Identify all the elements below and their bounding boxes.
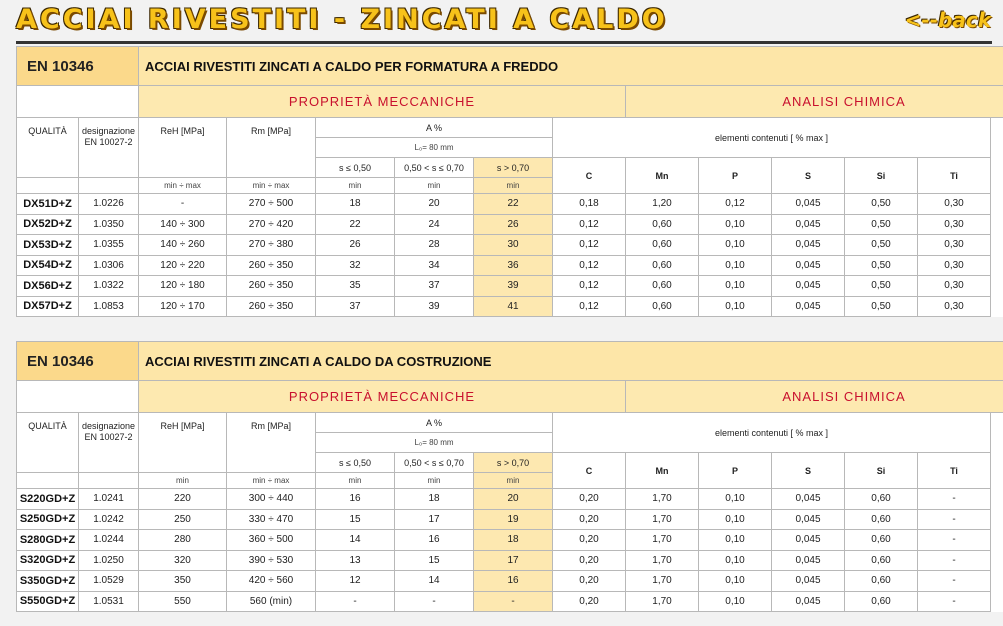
- unit-empty: [79, 473, 139, 489]
- element-s-value: 0,045: [772, 255, 845, 276]
- section-analisi-chimica: ANALISI CHIMICA: [626, 86, 1003, 118]
- rm-value: 260 ÷ 350: [227, 276, 316, 297]
- designazione-value: 1.0242: [79, 509, 139, 530]
- col-element-p: P: [699, 158, 772, 194]
- element-si-value: 0,50: [845, 255, 918, 276]
- element-si-value: 0,60: [845, 530, 918, 551]
- element-p-value: 0,10: [699, 591, 772, 612]
- table-row: [17, 509, 1003, 530]
- rm-value: 360 ÷ 500: [227, 530, 316, 551]
- element-c-value: 0,12: [553, 255, 626, 276]
- designazione-value: 1.0226: [79, 194, 139, 215]
- element-mn-value: 0,60: [626, 296, 699, 317]
- element-ti-value: 0,30: [918, 235, 991, 256]
- a1-value: 22: [316, 214, 395, 235]
- element-p-value: 0,10: [699, 489, 772, 510]
- element-s-value: 0,045: [772, 235, 845, 256]
- col-element-c: C: [553, 453, 626, 489]
- grade-name: S320GD+Z: [17, 550, 79, 571]
- a2-value: 24: [395, 214, 474, 235]
- rm-value: 270 ÷ 420: [227, 214, 316, 235]
- a1-value: 15: [316, 509, 395, 530]
- element-p-value: 0,10: [699, 214, 772, 235]
- designazione-value: 1.0322: [79, 276, 139, 297]
- unit-a3: min: [474, 178, 553, 194]
- element-s-value: 0,045: [772, 530, 845, 551]
- element-ti-value: -: [918, 489, 991, 510]
- element-si-value: 0,60: [845, 509, 918, 530]
- rm-value: 270 ÷ 380: [227, 235, 316, 256]
- unit-a1: min: [316, 473, 395, 489]
- element-c-value: 0,12: [553, 276, 626, 297]
- element-s-value: 0,045: [772, 276, 845, 297]
- a1-value: 13: [316, 550, 395, 571]
- grade-name: DX57D+Z: [17, 296, 79, 317]
- element-c-value: 0,20: [553, 509, 626, 530]
- element-c-value: 0,20: [553, 571, 626, 592]
- designazione-value: 1.0355: [79, 235, 139, 256]
- norm-code: EN 10346: [17, 342, 139, 381]
- col-rm: Rm [MPa]: [227, 413, 316, 473]
- table-row: [17, 255, 1003, 276]
- col-s3: s > 0,70: [474, 453, 553, 473]
- element-mn-value: 1,70: [626, 550, 699, 571]
- element-mn-value: 1,20: [626, 194, 699, 215]
- designazione-value: 1.0531: [79, 591, 139, 612]
- reh-value: 120 ÷ 180: [139, 276, 227, 297]
- element-s-value: 0,045: [772, 509, 845, 530]
- unit-rm: min ÷ max: [227, 473, 316, 489]
- a3-value: 20: [474, 489, 553, 510]
- col-reh: ReH [MPa]: [139, 413, 227, 473]
- grade-name: DX54D+Z: [17, 255, 79, 276]
- designazione-value: 1.0241: [79, 489, 139, 510]
- col-s1: s ≤ 0,50: [316, 158, 395, 178]
- designazione-value: 1.0244: [79, 530, 139, 551]
- element-ti-value: -: [918, 509, 991, 530]
- col-element-mn: Mn: [626, 453, 699, 489]
- element-c-value: 0,20: [553, 550, 626, 571]
- table-row: [17, 550, 1003, 571]
- reh-value: 140 ÷ 260: [139, 235, 227, 256]
- element-p-value: 0,10: [699, 571, 772, 592]
- element-p-value: 0,10: [699, 255, 772, 276]
- a3-value: 17: [474, 550, 553, 571]
- a1-value: 26: [316, 235, 395, 256]
- element-s-value: 0,045: [772, 194, 845, 215]
- element-s-value: 0,045: [772, 550, 845, 571]
- element-p-value: 0,10: [699, 509, 772, 530]
- a2-value: 37: [395, 276, 474, 297]
- col-designazione: designazione EN 10027-2: [79, 413, 139, 473]
- section-proprieta-meccaniche: PROPRIETÀ MECCANICHE: [139, 86, 626, 118]
- element-ti-value: -: [918, 571, 991, 592]
- rm-value: 300 ÷ 440: [227, 489, 316, 510]
- col-l0: L₀= 80 mm: [316, 138, 553, 158]
- element-c-value: 0,20: [553, 489, 626, 510]
- reh-value: 140 ÷ 300: [139, 214, 227, 235]
- a3-value: -: [474, 591, 553, 612]
- reh-value: 350: [139, 571, 227, 592]
- rm-value: 260 ÷ 350: [227, 296, 316, 317]
- a2-value: 28: [395, 235, 474, 256]
- element-c-value: 0,18: [553, 194, 626, 215]
- unit-reh: min: [139, 473, 227, 489]
- a1-value: 37: [316, 296, 395, 317]
- a3-value: 16: [474, 571, 553, 592]
- grade-name: DX56D+Z: [17, 276, 79, 297]
- unit-empty: [79, 178, 139, 194]
- col-element-c: C: [553, 158, 626, 194]
- element-si-value: 0,50: [845, 276, 918, 297]
- col-s3: s > 0,70: [474, 158, 553, 178]
- grade-name: S280GD+Z: [17, 530, 79, 551]
- reh-value: 120 ÷ 220: [139, 255, 227, 276]
- col-s2: 0,50 < s ≤ 0,70: [395, 158, 474, 178]
- col-element-si: Si: [845, 453, 918, 489]
- element-c-value: 0,12: [553, 235, 626, 256]
- element-c-value: 0,12: [553, 214, 626, 235]
- col-a-percent: A %: [316, 413, 553, 433]
- unit-reh: min ÷ max: [139, 178, 227, 194]
- reh-value: 320: [139, 550, 227, 571]
- element-si-value: 0,50: [845, 235, 918, 256]
- unit-a2: min: [395, 178, 474, 194]
- element-mn-value: 1,70: [626, 489, 699, 510]
- a2-value: 15: [395, 550, 474, 571]
- a3-value: 22: [474, 194, 553, 215]
- element-mn-value: 1,70: [626, 591, 699, 612]
- element-s-value: 0,045: [772, 214, 845, 235]
- col-s2: 0,50 < s ≤ 0,70: [395, 453, 474, 473]
- designazione-value: 1.0529: [79, 571, 139, 592]
- a3-value: 30: [474, 235, 553, 256]
- spec-table: [16, 46, 1003, 317]
- element-p-value: 0,10: [699, 235, 772, 256]
- table-formatura-block: [16, 46, 992, 317]
- a3-value: 18: [474, 530, 553, 551]
- col-element-ti: Ti: [918, 158, 991, 194]
- element-ti-value: 0,30: [918, 214, 991, 235]
- col-element-p: P: [699, 453, 772, 489]
- table-row: [17, 235, 1003, 256]
- element-mn-value: 0,60: [626, 276, 699, 297]
- element-c-value: 0,12: [553, 296, 626, 317]
- designazione-value: 1.0306: [79, 255, 139, 276]
- grade-name: S550GD+Z: [17, 591, 79, 612]
- element-ti-value: -: [918, 550, 991, 571]
- a3-value: 39: [474, 276, 553, 297]
- table-row: [17, 591, 1003, 612]
- col-designazione: designazione EN 10027-2: [79, 118, 139, 178]
- col-l0: L₀= 80 mm: [316, 433, 553, 453]
- unit-empty: [17, 178, 79, 194]
- element-si-value: 0,60: [845, 571, 918, 592]
- col-elementi: elementi contenuti [ % max ]: [553, 413, 991, 453]
- col-element-s: S: [772, 158, 845, 194]
- rm-value: 390 ÷ 530: [227, 550, 316, 571]
- element-mn-value: 0,60: [626, 235, 699, 256]
- a1-value: 16: [316, 489, 395, 510]
- reh-value: 280: [139, 530, 227, 551]
- rm-value: 560 (min): [227, 591, 316, 612]
- a2-value: 18: [395, 489, 474, 510]
- element-ti-value: -: [918, 591, 991, 612]
- element-s-value: 0,045: [772, 591, 845, 612]
- table-row: [17, 571, 1003, 592]
- a1-value: 12: [316, 571, 395, 592]
- a2-value: 16: [395, 530, 474, 551]
- spec-table: [16, 341, 1003, 612]
- title-divider: [16, 41, 992, 44]
- back-link[interactable]: <--back: [904, 8, 991, 32]
- element-si-value: 0,50: [845, 214, 918, 235]
- element-s-value: 0,045: [772, 489, 845, 510]
- a1-value: 18: [316, 194, 395, 215]
- reh-value: 120 ÷ 170: [139, 296, 227, 317]
- a2-value: -: [395, 591, 474, 612]
- a3-value: 41: [474, 296, 553, 317]
- element-mn-value: 0,60: [626, 214, 699, 235]
- norm-code: EN 10346: [17, 47, 139, 86]
- table-row: [17, 296, 1003, 317]
- a3-value: 19: [474, 509, 553, 530]
- element-ti-value: 0,30: [918, 296, 991, 317]
- element-mn-value: 1,70: [626, 571, 699, 592]
- element-si-value: 0,50: [845, 194, 918, 215]
- a1-value: 32: [316, 255, 395, 276]
- a3-value: 36: [474, 255, 553, 276]
- a2-value: 20: [395, 194, 474, 215]
- col-s1: s ≤ 0,50: [316, 453, 395, 473]
- element-p-value: 0,12: [699, 194, 772, 215]
- a1-value: -: [316, 591, 395, 612]
- grade-name: DX52D+Z: [17, 214, 79, 235]
- element-p-value: 0,10: [699, 530, 772, 551]
- rm-value: 260 ÷ 350: [227, 255, 316, 276]
- section-proprieta-meccaniche: PROPRIETÀ MECCANICHE: [139, 381, 626, 413]
- element-si-value: 0,60: [845, 550, 918, 571]
- element-si-value: 0,60: [845, 591, 918, 612]
- col-elementi: elementi contenuti [ % max ]: [553, 118, 991, 158]
- a2-value: 17: [395, 509, 474, 530]
- designazione-value: 1.0350: [79, 214, 139, 235]
- page-title: ACCIAI RIVESTITI - ZINCATI A CALDO: [16, 4, 668, 35]
- table-row: [17, 276, 1003, 297]
- unit-empty: [17, 473, 79, 489]
- designazione-value: 1.0250: [79, 550, 139, 571]
- a2-value: 39: [395, 296, 474, 317]
- designazione-value: 1.0853: [79, 296, 139, 317]
- grade-name: S250GD+Z: [17, 509, 79, 530]
- reh-value: 550: [139, 591, 227, 612]
- element-c-value: 0,20: [553, 530, 626, 551]
- element-c-value: 0,20: [553, 591, 626, 612]
- grade-name: S220GD+Z: [17, 489, 79, 510]
- a1-value: 35: [316, 276, 395, 297]
- empty-corner: [17, 381, 139, 413]
- element-p-value: 0,10: [699, 296, 772, 317]
- element-ti-value: 0,30: [918, 276, 991, 297]
- col-qualita: QUALITÀ: [17, 413, 79, 473]
- table-row: [17, 489, 1003, 510]
- empty-corner: [17, 86, 139, 118]
- element-mn-value: 1,70: [626, 530, 699, 551]
- grade-name: DX51D+Z: [17, 194, 79, 215]
- reh-value: -: [139, 194, 227, 215]
- reh-value: 250: [139, 509, 227, 530]
- col-element-s: S: [772, 453, 845, 489]
- col-rm: Rm [MPa]: [227, 118, 316, 178]
- unit-a2: min: [395, 473, 474, 489]
- element-s-value: 0,045: [772, 296, 845, 317]
- rm-value: 330 ÷ 470: [227, 509, 316, 530]
- table-row: [17, 214, 1003, 235]
- rm-value: 420 ÷ 560: [227, 571, 316, 592]
- section-analisi-chimica: ANALISI CHIMICA: [626, 381, 1003, 413]
- col-qualita: QUALITÀ: [17, 118, 79, 178]
- element-si-value: 0,50: [845, 296, 918, 317]
- rm-value: 270 ÷ 500: [227, 194, 316, 215]
- a3-value: 26: [474, 214, 553, 235]
- reh-value: 220: [139, 489, 227, 510]
- a2-value: 14: [395, 571, 474, 592]
- element-p-value: 0,10: [699, 276, 772, 297]
- table-costruzione-block: [16, 341, 992, 612]
- element-ti-value: 0,30: [918, 194, 991, 215]
- table-row: [17, 194, 1003, 215]
- col-a-percent: A %: [316, 118, 553, 138]
- element-mn-value: 1,70: [626, 509, 699, 530]
- unit-a1: min: [316, 178, 395, 194]
- col-element-ti: Ti: [918, 453, 991, 489]
- unit-a3: min: [474, 473, 553, 489]
- col-element-si: Si: [845, 158, 918, 194]
- a2-value: 34: [395, 255, 474, 276]
- table-heading: ACCIAI RIVESTITI ZINCATI A CALDO PER FORMATURA A FREDDO: [139, 47, 1003, 86]
- grade-name: DX53D+Z: [17, 235, 79, 256]
- element-ti-value: 0,30: [918, 255, 991, 276]
- grade-name: S350GD+Z: [17, 571, 79, 592]
- table-heading: ACCIAI RIVESTITI ZINCATI A CALDO DA COSTRUZIONE: [139, 342, 1003, 381]
- element-s-value: 0,045: [772, 571, 845, 592]
- element-p-value: 0,10: [699, 550, 772, 571]
- element-mn-value: 0,60: [626, 255, 699, 276]
- table-row: [17, 530, 1003, 551]
- col-element-mn: Mn: [626, 158, 699, 194]
- element-si-value: 0,60: [845, 489, 918, 510]
- element-ti-value: -: [918, 530, 991, 551]
- a1-value: 14: [316, 530, 395, 551]
- unit-rm: min ÷ max: [227, 178, 316, 194]
- col-reh: ReH [MPa]: [139, 118, 227, 178]
